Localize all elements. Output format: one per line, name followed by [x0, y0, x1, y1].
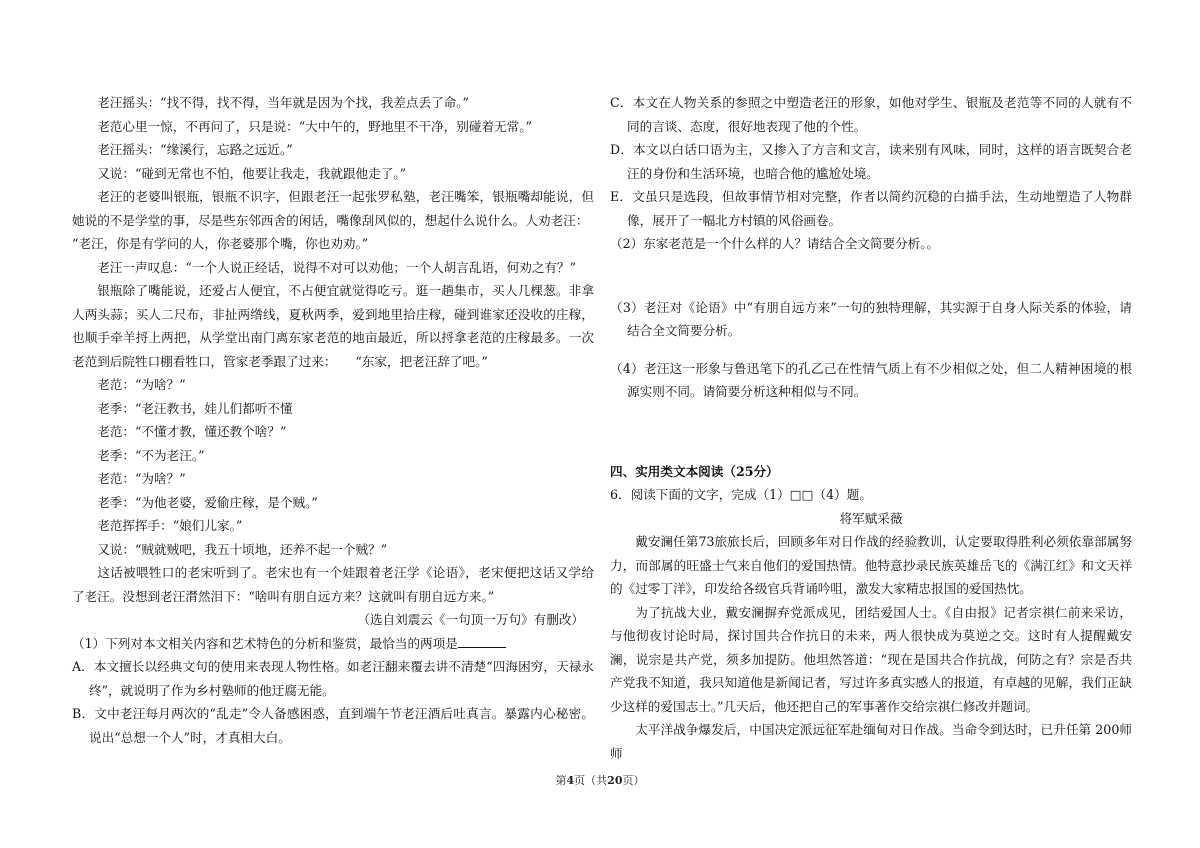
- paragraph: 老范挥挥手：“娘们儿家。”: [97, 518, 243, 533]
- paragraph: 为了抗战大业，戴安澜摒弃党派成见，团结爱国人士。《自由报》记者宗祺仁前来采访，与他彻夜讨论时局，探讨国共合作抗日的未来，两人很快成为莫逆之交。这时有人提醒戴安澜，说宗是共产党，须多加提防。他坦然答道：“现在是国共合作抗战，何防之有？宗是否共产党我不知道，我只知道他是新闻记者，写过许多真实感人的报道，有卓越的见解，我们正缺少这样的爱国志士。”几天后，他还把自己的军事著作交给宗祺仁修改并题词。: [610, 604, 1132, 714]
- paragraph: 老季：“为他老婆，爱偷庄稼，是个贼。”: [97, 494, 318, 510]
- page-number: 4: [566, 774, 575, 787]
- option-c: C．本文在人物关系的参照之中塑造老汪的形象，如他对学生、银瓶及老范等不同的人就有不同的言谈、态度，很好地表现了他的个性。: [610, 95, 1132, 134]
- paragraph: 老范：“不懂才教，懂还教个啥？”: [97, 424, 287, 439]
- paragraph: 老范：“为啥？”: [97, 377, 186, 392]
- answer-space: [610, 256, 1132, 296]
- article-title: 将军赋采薇: [839, 510, 903, 526]
- question-2: （2）东家老范是一个什么样的人？请结合全文简要分析。。: [610, 236, 940, 251]
- paragraph: 老汪一声叹息：“一个人说正经话，说得不对可以劝他；一个人胡言乱语，何劝之有？”: [97, 259, 577, 275]
- answer-blank[interactable]: [458, 637, 506, 648]
- paragraph: 银瓶除了嘴能说，还爱占人便宜，不占便宜就觉得吃亏。逛一趟集市，买人几棵葱。非拿人两头蒜；买人二尺布，非扯两绺线，夏秋两季，爱到地里拾庄稼，碰到谁家还没收的庄稼，也顺手牵羊捋上两把，从学堂出南门离东家老范的地亩最近，所以捋拿老范的庄稼最多。一次老范到后院牲口棚看牲口，管家老季跟了过来： “东家，把老汪辞了吧。”: [72, 283, 594, 369]
- paragraph: 老范：“为啥？”: [97, 471, 186, 486]
- source-citation: （选自刘震云《一句顶一万句》有删改）: [357, 612, 584, 627]
- answer-space: [610, 343, 1132, 357]
- paragraph: 又说：“贼就贼吧，我五十顷地，还养不起一个贼？”: [97, 541, 388, 557]
- paragraph: 老范心里一惊，不再问了，只是说：“大中午的，野地里不干净，别碰着无常。”: [97, 118, 532, 134]
- paragraph: 这话被喂牲口的老宋听到了。老宋也有一个娃跟着老汪学《论语》，老宋便把这话又学给了老汪。没想到老汪潸然泪下：“啥叫有朋自远方来？这就叫有朋自远方来。”: [72, 565, 594, 604]
- option-b: B．文中老汪每月两次的“乱走”令人备感困惑，直到端午节老汪酒后吐真言。暴露内心秘密。说出“总想一个人”时，才真相大白。: [72, 706, 594, 745]
- page-footer: [0, 772, 1200, 788]
- paragraph: 又说：“碰到无常也不怕，他要让我走，我就跟他走了。”: [97, 165, 407, 181]
- question-4: （4）老汪这一形象与鲁迅笔下的孔乙己在性情气质上有不少相似之处，但二人精神困境的根源实则不同。请简要分析这种相似与不同。: [610, 360, 1132, 399]
- paragraph: 老季：“老汪教书，娃儿们都听不懂: [97, 400, 293, 416]
- section-heading: 四、实用类文本阅读（25分）: [610, 463, 779, 479]
- paragraph: 戴安澜任第73旅旅长后，回顾多年对日作战的经验教训，认定要取得胜利必须依靠部属努力，而部属的旺盛士气来自他们的爱国热情。他特意抄录民族英雄岳飞的《满江红》和文天祥的《过零丁洋》，印发给各级官兵背诵吟咀，激发大家精忠报国的爱国热忱。: [610, 534, 1132, 596]
- paragraph: 老汪摇头：“找不得，找不得，当年就是因为个找，我差点丢了命。”: [97, 95, 469, 110]
- footer-prefix: 第: [555, 774, 567, 787]
- question-6: 6．阅读下面的文字，完成（1）□□（4）题。: [610, 487, 872, 502]
- paragraph: 老季：“不为老汪。”: [97, 447, 205, 463]
- paragraph: 老汪摇头：“缘溪行，忘路之远近。”: [97, 142, 293, 157]
- right-column: [610, 91, 1132, 765]
- left-column: [72, 91, 594, 749]
- question-1: [72, 632, 594, 656]
- footer-mid: 页（共: [574, 774, 608, 787]
- paragraph: “老汪，你是有学问的人，你老婆那个嘴，你也劝劝。”: [72, 236, 369, 251]
- paragraph: 太平洋战争爆发后，中国决定派远征军赴缅甸对日作战。当命令到达时，已升任第 200师师: [610, 722, 1132, 761]
- question-1-text: （1）下列对本文相关内容和艺术特色的分析和鉴赏，最恰当的两项是: [72, 635, 458, 651]
- option-a: A．本文擅长以经典文句的使用来表现人物性格。如老汪翻来覆去讲不清楚“四海困穷，天禄永终”，就说明了作为乡村塾师的他迂腐无能。: [72, 659, 594, 698]
- option-e: E．文虽只是选段，但故事情节相对完整，作者以简约沉稳的白描手法，生动地塑造了人物群像，展开了一幅北方村镇的风俗画卷。: [610, 189, 1132, 228]
- paragraph: 老汪的老婆叫银瓶，银瓶不识字，但跟老汪一起张罗私塾，老汪嘴笨，银瓶嘴却能说，但她说的不是学堂的事，尽是些东邻西舍的闲话，嘴像刮风似的，想起什么说什么。人劝老汪：: [72, 189, 594, 228]
- page-total: 20: [607, 774, 623, 787]
- option-d: D．本文以白话口语为主，又掺入了方言和文言，读来别有风味，同时，这样的语言既契合老汪的身份和生活环境，也暗合他的尴尬处境。: [610, 142, 1132, 181]
- footer-suffix: 页）: [622, 774, 645, 787]
- question-3: （3）老汪对《论语》中“有朋自远方来”一句的独特理解，其实源于自身人际关系的体验，请结合全文简要分析。: [610, 299, 1132, 338]
